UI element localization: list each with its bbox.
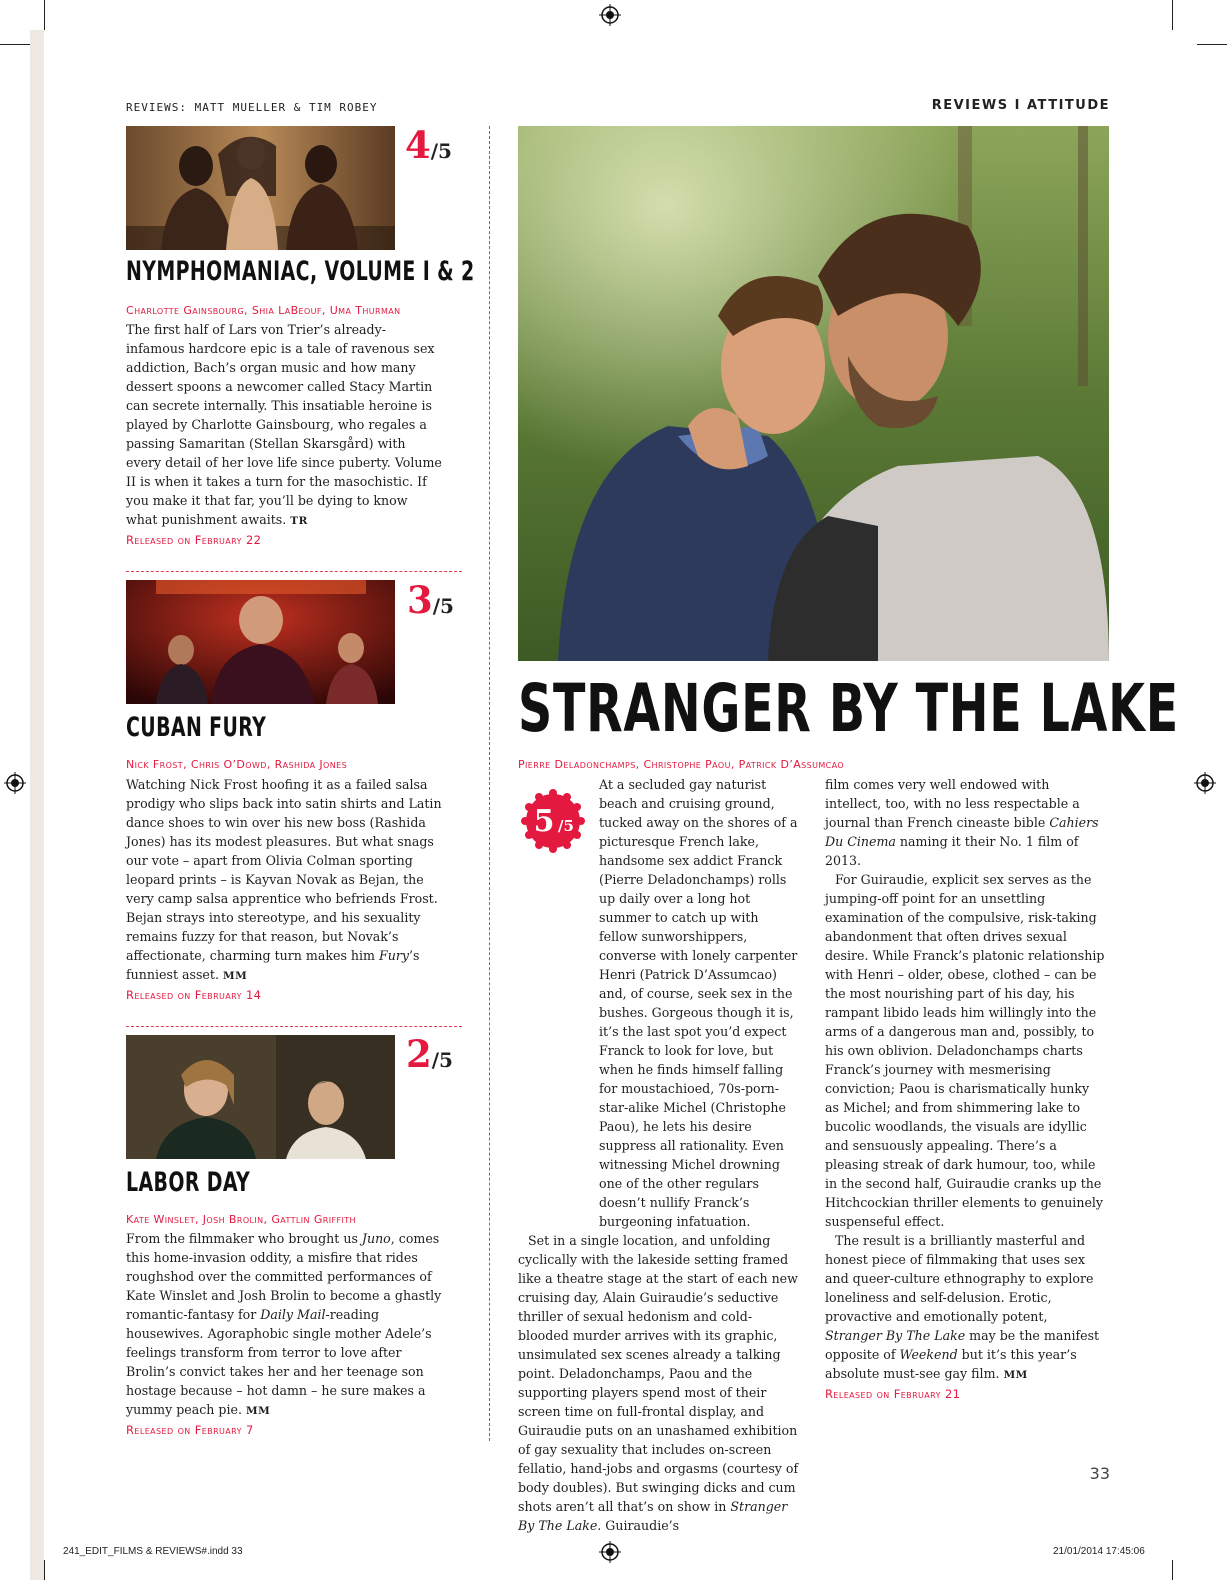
rating-score <box>405 123 452 167</box>
review-text-italic: Fury <box>379 948 409 963</box>
feature-text: but it’s this year’s absolute must-see gay film. <box>825 1347 1077 1381</box>
rating-value: 3 <box>407 578 433 622</box>
badge-rating-scale: /5 <box>558 817 574 835</box>
review-title: CUBAN FURY <box>126 712 267 743</box>
feature-paragraph <box>825 1231 1107 1385</box>
crop-mark <box>1197 44 1227 45</box>
feature-text-italic: Cahiers Du Cinema <box>825 815 1099 849</box>
feature-paragraph <box>599 775 800 1231</box>
reviewer-initials: MM <box>222 970 248 982</box>
feature-text: Set in a single location, and unfolding cyclically with the lakeside setting framed like a theatre stage at the start of each new cruising day, Alain Guiraudie’s seductive thriller of sexual hedonism and cold-blooded murder arrives with its graphic, unsimulated sex scenes already a talking point. Deladonchamps, Paou and the supporting players spend most of their screen time on full-frontal display, and Guiraudie puts on an unashamed exhibition of gay sexuality that includes on-screen fellatio, hand-jobs and orgasms (courtesy of body doubles). But swinging dicks and cum shots aren’t all that’s on show in <box>518 1233 799 1514</box>
crop-mark <box>0 44 30 45</box>
crop-mark <box>1172 1560 1173 1580</box>
feature-column-1 <box>518 775 800 1535</box>
feature-text: naming it their No. 1 film of 2013. <box>825 834 1079 868</box>
review-body <box>126 320 442 550</box>
rating-scale: /5 <box>432 594 454 618</box>
review-photo-nymphomaniac <box>126 126 395 250</box>
feature-text: At a secluded gay naturist beach and cruising ground, tucked away on the shores of a picturesque French lake, handsome sex addict Franck (Pierre Deladonchamps) rolls up daily over a long hot summer to catch up with fellow sunworshippers, converse with lonely carpenter Henri (Patrick D’Assumcao) and, of course, seek sex in the bushes. Gorgeous though it is, it’s the last spot you’d expect Franck to look for love, but when he finds himself falling for moustachioed, 70s-porn-star-alike Michel (Christophe Paou), he lets his desire suppress all rationality. Even witnessing Michel drowning one of the other regulars doesn’t nullify Franck’s burgeoning infatuation. <box>599 777 798 1229</box>
feature-paragraph <box>825 870 1107 1231</box>
review-text: From the filmmaker who brought us <box>126 1231 362 1246</box>
section-header: REVIEWS I ATTITUDE <box>931 98 1110 113</box>
column-divider <box>489 126 490 1441</box>
reviewer-initials: MM <box>245 1405 271 1417</box>
release-date: Released on February 14 <box>126 988 262 1002</box>
rating-value: 4 <box>405 123 431 167</box>
feature-paragraph <box>518 1231 800 1535</box>
review-text: The first half of Lars von Trier’s already-infamous hardcore epic is a tale of ravenous sex addiction, Bach’s organ music and how many dessert spoons a newcomer called Stacy Martin can secrete internally. This insatiable heroine is played by Charlotte Gainsbourg, who regales a passing Samaritan (Stellan Skarsgård) with every detail of her love life since puberty. Volume II is when it takes a turn for the masochistic. If you make it that far, you’ll be dying to know what punishment awaits. <box>126 322 442 527</box>
review-divider <box>126 1026 462 1027</box>
review-text: , comes this home-invasion oddity, a misfire that rides roughshod over the committed performances of Kate Winslet and Josh Brolin to become a ghastly romantic-fantasy for <box>126 1231 442 1322</box>
feature-text-italic: Stranger By The Lake <box>825 1328 966 1343</box>
rating-value: 2 <box>406 1032 432 1076</box>
release-date: Released on February 21 <box>825 1387 961 1401</box>
rating-score <box>406 1032 453 1076</box>
review-divider <box>126 571 462 572</box>
binding-spine <box>30 30 44 1580</box>
review-text: ’s funniest asset. <box>126 948 420 982</box>
release-date: Released on February 7 <box>126 1423 254 1437</box>
review-text-italic: Juno <box>361 1231 391 1246</box>
feature-title: STRANGER BY THE LAKE <box>518 670 1179 747</box>
review-body <box>126 1229 442 1440</box>
registration-mark-icon <box>599 4 621 26</box>
reviewer-initials: TR <box>290 515 308 527</box>
feature-photo <box>518 126 1109 661</box>
review-photo-labor-day <box>126 1035 395 1159</box>
feature-text: For Guiraudie, explicit sex serves as the jumping-off point for an unsettling examination of the compulsive, risk-taking abandonment that often drives sexual desire. While Franck’s platonic relationship with Henri – older, obese, clothed – can be the most nourishing part of his day, his rampant libido leads him willingly into the arms of a dangerous man and, possibly, to his own oblivion. Deladonchamps charts Franck’s journey with mesmerising conviction; Paou is charismatically hunky as Michel; and from shimmering lake to bucolic woodlands, the visuals are idyllic and sensuously appealing. There’s a pleasing streak of dark humour, too, while in the second half, Guiraudie cranks up the Hitchcockian thriller elements to genuinely suspenseful effect. <box>825 872 1105 1229</box>
review-cast: Nick Frost, Chris O’Dowd, Rashida Jones <box>126 758 348 771</box>
section-byline: REVIEWS: MATT MUELLER & TIM ROBEY <box>126 101 378 114</box>
feature-text: . Guiraudie’s <box>597 1518 680 1533</box>
review-text: -reading housewives. Agoraphobic single mother Adele’s feelings transform from terror to love after Brolin’s convict takes her and her teenage son hostage because – hot damn – he sure makes a yummy peach pie. <box>126 1307 432 1417</box>
review-text-italic: Daily Mail <box>260 1307 326 1322</box>
registration-mark-icon <box>599 1541 621 1563</box>
crop-mark <box>44 0 45 30</box>
feature-text-italic: Weekend <box>899 1347 958 1362</box>
review-photo-cuban-fury <box>126 580 395 704</box>
feature-column-2 <box>825 775 1107 1404</box>
timestamp-slug: 21/01/2014 17:45:06 <box>1053 1546 1145 1557</box>
registration-mark-icon <box>4 772 26 794</box>
feature-text: may be the manifest opposite of <box>825 1328 1100 1362</box>
badge-rating-value: 5 <box>533 804 555 839</box>
review-title: NYMPHOMANIAC, VOLUME I & 2 <box>126 256 475 287</box>
feature-text: film comes very well endowed with intellect, too, with no less respectable a journal than French cineaste bible <box>825 777 1080 830</box>
feature-text: The result is a brilliantly masterful and honest piece of filmmaking that uses sex and queer-culture ethnography to explore loneliness and self-delusion. Erotic, provactive and emotionally potent, <box>825 1233 1094 1324</box>
rating-scale: /5 <box>431 1048 453 1072</box>
rating-scale: /5 <box>430 139 452 163</box>
review-cast: Kate Winslet, Josh Brolin, Gattlin Griffith <box>126 1213 356 1226</box>
page-number: 33 <box>1089 1464 1110 1483</box>
crop-mark <box>1172 0 1173 30</box>
crop-mark <box>44 1560 45 1580</box>
review-cast: Charlotte Gainsbourg, Shia LaBeouf, Uma Thurman <box>126 304 401 317</box>
registration-mark-icon <box>1194 772 1216 794</box>
file-slug: 241_EDIT_FILMS & REVIEWS#.indd 33 <box>63 1546 243 1557</box>
review-text: Watching Nick Frost hoofing it as a failed salsa prodigy who slips back into satin shirts and Latin dance shoes to win over his new boss (Rashida Jones) has its modest pleasures. But what snags our vote – apart from Olivia Colman sporting leopard prints – is Kayvan Novak as Bejan, the very camp salsa apprentice who befriends Frost. Bejan strays into stereotype, and his sexuality remains fuzzy for that reason, but Novak’s affectionate, charming turn makes him <box>126 777 442 963</box>
feature-paragraph <box>825 775 1107 870</box>
feature-cast: Pierre Deladonchamps, Christophe Paou, Patrick D’Assumcao <box>518 758 845 771</box>
release-date: Released on February 22 <box>126 533 262 547</box>
feature-text-italic: Stranger By The Lake <box>518 1499 788 1533</box>
review-body <box>126 775 442 1005</box>
rating-score <box>407 578 454 622</box>
review-title: LABOR DAY <box>126 1167 251 1198</box>
reviewer-initials: MM <box>1003 1369 1028 1381</box>
